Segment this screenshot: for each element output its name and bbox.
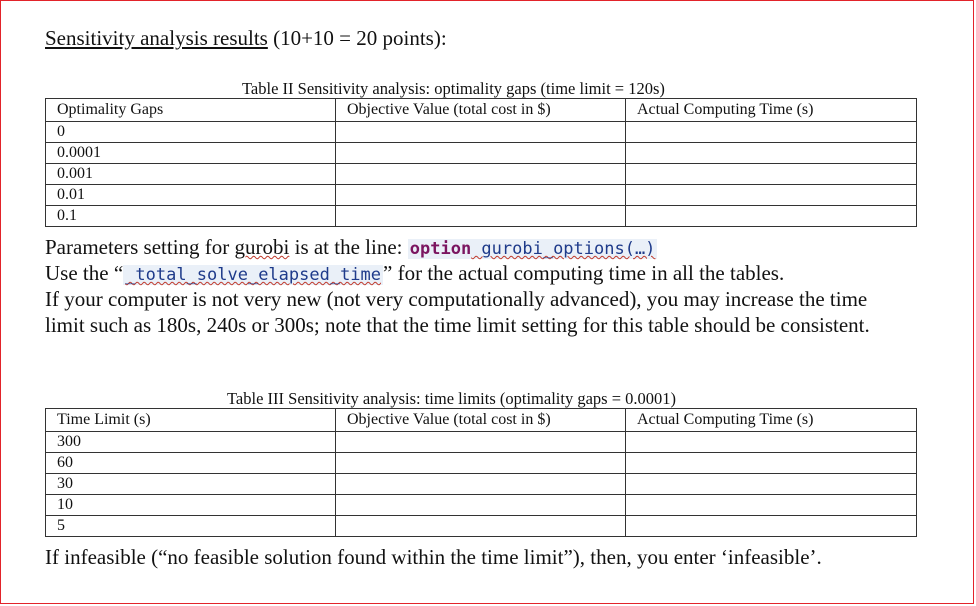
note-parameters-line bbox=[45, 234, 657, 262]
note-text: is at the line: bbox=[289, 235, 408, 259]
code-snippet-options bbox=[408, 239, 658, 259]
column-header: Actual Computing Time (s) bbox=[626, 99, 917, 122]
table-cell-empty[interactable] bbox=[336, 185, 626, 206]
column-header: Actual Computing Time (s) bbox=[626, 409, 917, 432]
table-cell-empty[interactable] bbox=[336, 164, 626, 185]
note-gurobi-word: gurobi bbox=[234, 235, 290, 259]
footer-infeasible-note: If infeasible (“no feasible solution found within the time limit”), then, you enter ‘infeasible’. bbox=[45, 545, 822, 569]
table-cell-empty[interactable] bbox=[336, 122, 626, 143]
table-cell-empty[interactable] bbox=[336, 206, 626, 227]
table-row bbox=[46, 122, 917, 143]
code-keyword: option bbox=[409, 239, 472, 259]
table-cell-empty[interactable] bbox=[626, 516, 917, 537]
table-cell-empty[interactable] bbox=[626, 453, 917, 474]
table-row bbox=[46, 432, 917, 453]
note-text: Use the “ bbox=[45, 261, 124, 285]
table3-caption: Table III Sensitivity analysis: time limits (optimality gaps = 0.0001) bbox=[227, 389, 677, 408]
column-header: Objective Value (total cost in $) bbox=[336, 409, 626, 432]
table-cell: 0.0001 bbox=[46, 143, 336, 164]
table-cell: 0.01 bbox=[46, 185, 336, 206]
table-cell-empty[interactable] bbox=[626, 143, 917, 164]
table-cell: 0.001 bbox=[46, 164, 336, 185]
note-time-limit-line-2: limit such as 180s, 240s or 300s; note that the time limit setting for this table should be consistent. bbox=[45, 313, 870, 337]
table-cell-empty[interactable] bbox=[626, 185, 917, 206]
column-header: Time Limit (s) bbox=[46, 409, 336, 432]
note-elapsed-time-line bbox=[45, 260, 784, 288]
table-row bbox=[46, 206, 917, 227]
table-row bbox=[46, 516, 917, 537]
table-cell-empty[interactable] bbox=[336, 495, 626, 516]
table-cell-empty[interactable] bbox=[626, 495, 917, 516]
code-text: gurobi_options(…) bbox=[471, 239, 656, 259]
table-cell: 30 bbox=[46, 474, 336, 495]
table-cell: 0 bbox=[46, 122, 336, 143]
table-cell-empty[interactable] bbox=[626, 432, 917, 453]
table-cell-empty[interactable] bbox=[336, 143, 626, 164]
table-row bbox=[46, 495, 917, 516]
table-cell-empty[interactable] bbox=[626, 122, 917, 143]
column-header: Objective Value (total cost in $) bbox=[336, 99, 626, 122]
table2-optimality-gaps bbox=[45, 98, 917, 227]
table-cell-empty[interactable] bbox=[336, 474, 626, 495]
table-cell-empty[interactable] bbox=[626, 474, 917, 495]
table-cell: 10 bbox=[46, 495, 336, 516]
table-cell-empty[interactable] bbox=[626, 206, 917, 227]
table-cell: 300 bbox=[46, 432, 336, 453]
table-cell: 60 bbox=[46, 453, 336, 474]
table-cell: 5 bbox=[46, 516, 336, 537]
note-text: ” for the actual computing time in all the tables. bbox=[383, 261, 785, 285]
section-heading bbox=[45, 26, 447, 51]
table-cell: 0.1 bbox=[46, 206, 336, 227]
table-row bbox=[46, 164, 917, 185]
table-cell-empty[interactable] bbox=[336, 453, 626, 474]
code-snippet-elapsed-time: _total_solve_elapsed_time bbox=[125, 265, 382, 285]
table-header-row bbox=[46, 99, 917, 122]
table-row bbox=[46, 185, 917, 206]
heading-underlined-text: Sensitivity analysis results bbox=[45, 26, 268, 50]
table3-time-limits bbox=[45, 408, 917, 537]
table-cell-empty[interactable] bbox=[336, 516, 626, 537]
table-row bbox=[46, 453, 917, 474]
note-time-limit-line-1: If your computer is not very new (not very computationally advanced), you may increase the time bbox=[45, 287, 868, 311]
heading-points-text: (10+10 = 20 points): bbox=[267, 26, 447, 50]
table-header-row bbox=[46, 409, 917, 432]
note-text: Parameters setting for bbox=[45, 235, 235, 259]
table2-caption: Table II Sensitivity analysis: optimality gaps (time limit = 120s) bbox=[242, 79, 665, 98]
column-header: Optimality Gaps bbox=[46, 99, 336, 122]
table-row bbox=[46, 474, 917, 495]
table-cell-empty[interactable] bbox=[626, 164, 917, 185]
table-row bbox=[46, 143, 917, 164]
table-cell-empty[interactable] bbox=[336, 432, 626, 453]
